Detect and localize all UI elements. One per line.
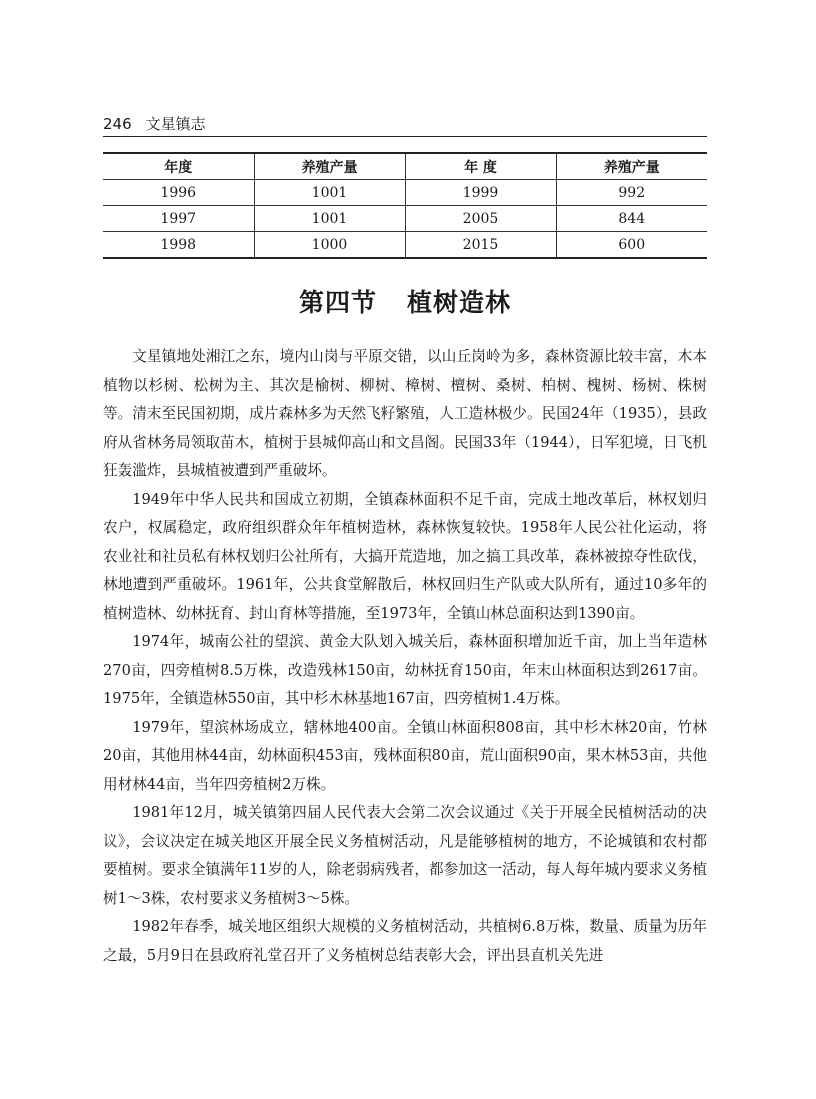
table-header-row [103, 153, 707, 180]
table-cell: 2005 [405, 206, 556, 232]
column-header-year: 年度 [103, 153, 254, 180]
page-header [103, 114, 707, 137]
table-cell: 1996 [103, 180, 254, 206]
section-number: 第四节 [298, 288, 377, 317]
table-cell: 1000 [254, 232, 405, 259]
table-row [103, 180, 707, 206]
column-header-year-2: 年 度 [405, 153, 556, 180]
page-number: 246 [103, 115, 132, 133]
table-cell: 1001 [254, 180, 405, 206]
table-row [103, 232, 707, 259]
table-cell: 844 [556, 206, 707, 232]
table-cell: 1001 [254, 206, 405, 232]
paragraph: 1982年春季，城关地区组织大规模的义务植树活动，共植树6.8万株，数量、质量为历年之最，5月9日在县政府礼堂召开了义务植树总结表彰大会，评出县直机关先进 [103, 918, 707, 964]
paragraph: 1949年中华人民共和国成立初期，全镇森林面积不足千亩，完成土地改革后，林权划归农户，权属稳定，政府组织群众年年植树造林，森林恢复较快。1958年人民公社化运动，将农业社和社员私有林权划归公社所有，大搞开荒造地，加之搞工具改革，森林被掠夺性砍伐，林地遭到严重破坏。1961年，公共食堂解散后，林权回归生产队或大队所有，通过10多年的植树造林、幼林抚育、封山育林等措施，至1973年，全镇山林总面积达到1390亩。 [103, 490, 707, 622]
paragraph: 文星镇地处湘江之东，境内山岗与平原交错，以山丘岗岭为多，森林资源比较丰富，木本植物以杉树、松树为主、其次是榆树、柳树、樟树、檀树、桑树、柏树、槐树、杨树、株树等。清末至民国初期，成片森林多为天然飞籽繁殖，人工造林极少。民国24年（1935），县政府从省林务局领取苗木，植树于县城仰高山和文昌阁。民国33年（1944），日军犯境，日飞机狂轰滥炸，县城植被遭到严重破坏。 [103, 348, 707, 479]
paragraph: 1974年，城南公社的望滨、黄金大队划入城关后，森林面积增加近千亩，加上当年造林270亩，四旁植树8.5万株，改造残林150亩，幼林抚育150亩，年末山林面积达到2617亩。1975年，全镇造林550亩，其中杉木林基地167亩，四旁植树1.4万株。 [103, 633, 707, 707]
table-row [103, 206, 707, 232]
section-title [103, 283, 707, 319]
column-header-output: 养殖产量 [254, 153, 405, 180]
section-heading: 植树造林 [407, 288, 512, 317]
body-text [103, 343, 707, 970]
table-cell: 600 [556, 232, 707, 259]
book-title: 文星镇志 [145, 115, 206, 133]
table-cell: 1998 [103, 232, 254, 259]
table-cell: 1999 [405, 180, 556, 206]
production-table [103, 152, 707, 259]
table-cell: 2015 [405, 232, 556, 259]
column-header-output-2: 养殖产量 [556, 153, 707, 180]
paragraph: 1981年12月，城关镇第四届人民代表大会第二次会议通过《关于开展全民植树活动的决议》，会议决定在城关地区开展全民义务植树活动，凡是能够植树的地方，不论城镇和农村都要植树。要求全镇满年11岁的人，除老弱病残者，都参加这一活动，每人每年城内要求义务植树1～3株，农村要求义务植树3～5株。 [103, 804, 707, 907]
table-cell: 1997 [103, 206, 254, 232]
table-cell: 992 [556, 180, 707, 206]
paragraph: 1979年，望滨林场成立，辖林地400亩。全镇山林面积808亩，其中杉木林20亩，竹林20亩，其他用林44亩，幼林面积453亩，残林面积80亩，荒山面积90亩，果木林53亩，共他用材林44亩，当年四旁植树2万株。 [103, 718, 707, 793]
